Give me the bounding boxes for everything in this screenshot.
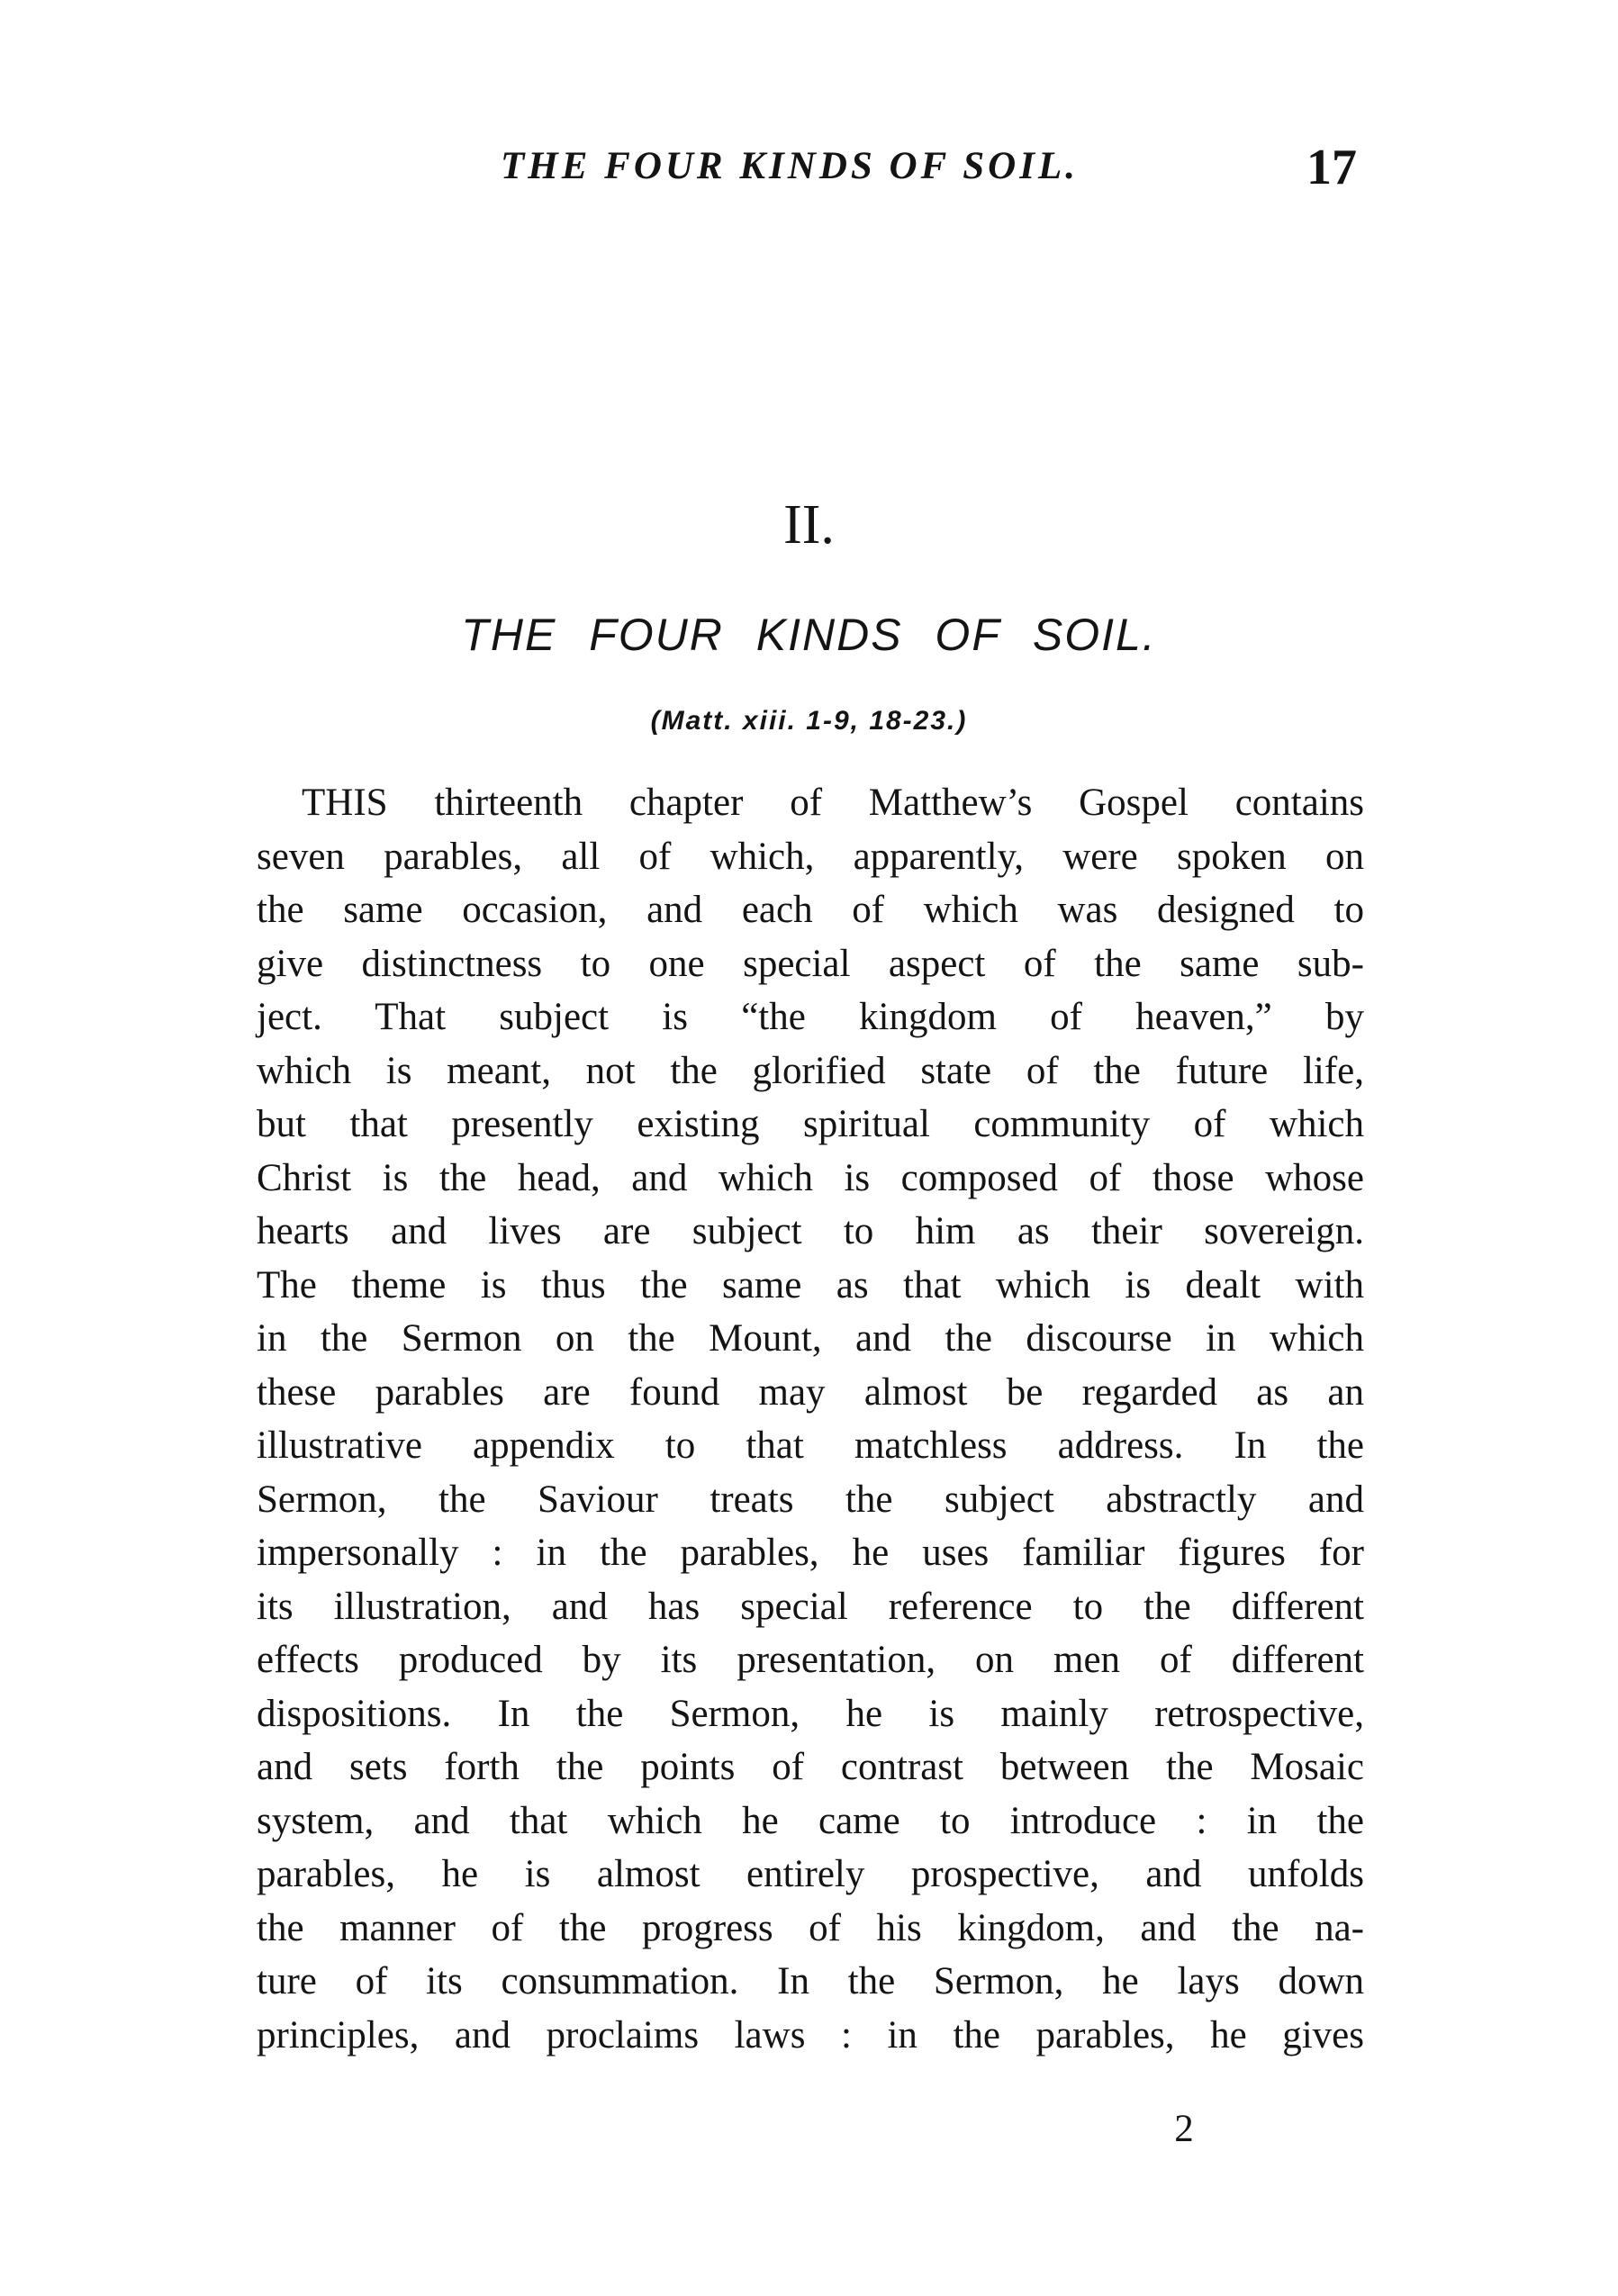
body-line: Sermon, the Saviour treats the subject abstractly and [257, 1478, 1364, 1521]
body-line: system, and that which he came to introduce : in the [257, 1799, 1364, 1842]
running-head [0, 140, 1618, 216]
body-line: dispositions. In the Sermon, he is mainly retrospective, [257, 1692, 1364, 1735]
signature-mark: 2 [1174, 2108, 1194, 2150]
body-line: parables, he is almost entirely prospective, and unfolds [257, 1853, 1364, 1895]
body-text [257, 776, 1364, 2062]
chapter-title: THE FOUR KINDS OF SOIL. [461, 610, 1157, 660]
body-line: ture of its consummation. In the Sermon, he lays down [257, 1960, 1364, 2002]
body-line: Christ is the head, and which is composed of those whose [257, 1156, 1364, 1199]
body-line: The theme is thus the same as that which is dealt with [257, 1263, 1364, 1306]
page-number: 17 [1306, 140, 1357, 195]
body-line: give distinctness to one special aspect of the same sub- [257, 942, 1364, 985]
body-line: effects produced by its presentation, on men of different [257, 1639, 1364, 1681]
body-line: the same occasion, and each of which was designed to [257, 889, 1364, 931]
body-line: principles, and proclaims laws : in the parables, he gives [257, 2013, 1364, 2056]
body-line: impersonally : in the parables, he uses familiar figures for [257, 1532, 1364, 1574]
scripture-reference: (Matt. xiii. 1-9, 18-23.) [650, 706, 968, 736]
body-line: ject. That subject is “the kingdom of heaven,” by [257, 996, 1364, 1038]
body-line: but that presently existing spiritual community of which [257, 1103, 1364, 1145]
body-line: hearts and lives are subject to him as their sovereign. [257, 1210, 1364, 1252]
body-line: the manner of the progress of his kingdom, and the na- [257, 1906, 1364, 1949]
body-line: these parables are found may almost be regarded as an [257, 1370, 1364, 1414]
body-line: and sets forth the points of contrast between the Mosaic [257, 1746, 1364, 1788]
body-line: THIS thirteenth chapter of Matthew’s Gospel contains [302, 782, 1364, 824]
body-line: its illustration, and has special reference to the different [257, 1585, 1364, 1628]
body-line: seven parables, all of which, apparently, were spoken on [257, 835, 1364, 878]
chapter-numeral: II. [783, 494, 835, 556]
body-line: in the Sermon on the Mount, and the discourse in which [257, 1317, 1364, 1360]
body-line: which is meant, not the glorified state of the future life, [257, 1049, 1364, 1092]
body-line: illustrative appendix to that matchless address. In the [257, 1424, 1364, 1467]
running-title: THE FOUR KINDS OF SOIL. [501, 145, 1079, 187]
